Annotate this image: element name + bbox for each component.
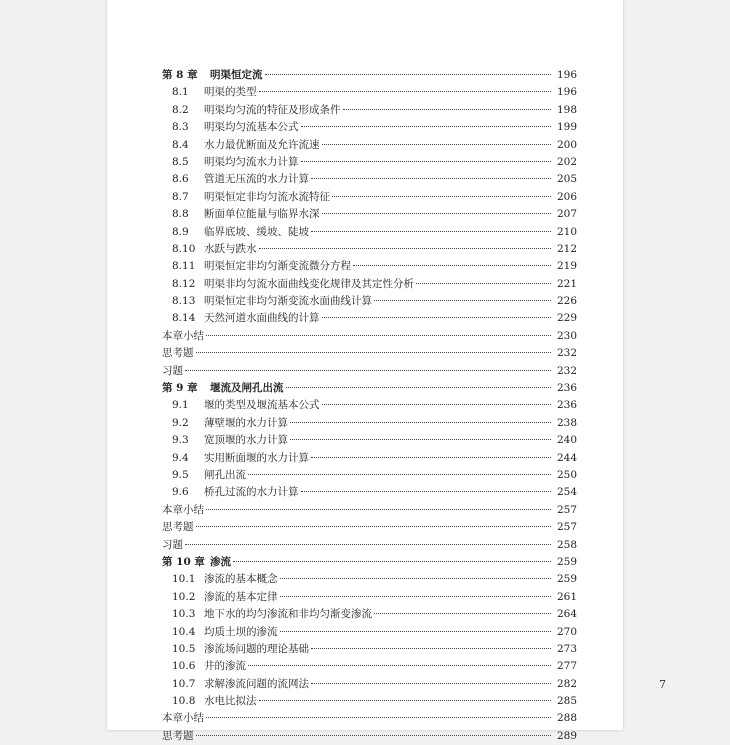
dot-leader	[286, 386, 552, 388]
toc-entry-page: 219	[556, 260, 577, 273]
toc-entry-title: 明渠均匀流的特征及形成条件	[204, 103, 341, 116]
toc-entry-title: 思考题	[162, 729, 194, 742]
toc-entry-title: 思考题	[162, 521, 194, 534]
dot-leader	[290, 438, 551, 440]
toc-entry-title: 明渠恒定流	[210, 69, 263, 81]
toc-entry-number: 10.5	[172, 642, 196, 655]
toc-entry-number: 9.2	[172, 416, 189, 429]
toc-entry-page: 250	[556, 468, 577, 481]
toc-entry-number: 9.1	[172, 399, 189, 412]
toc-section-entry	[162, 293, 577, 310]
table-of-contents	[162, 67, 577, 745]
toc-section-entry	[162, 102, 577, 119]
toc-section-entry	[162, 624, 577, 641]
dot-leader	[374, 299, 551, 301]
dot-leader	[248, 664, 551, 666]
toc-entry-page: 198	[556, 103, 577, 116]
toc-entry-page: 240	[556, 434, 577, 447]
toc-entry-number: 第 8 章	[162, 69, 198, 81]
toc-entry-page: 196	[556, 86, 577, 99]
toc-section-entry	[162, 658, 577, 675]
toc-entry-number: 8.12	[172, 277, 196, 290]
toc-entry-title: 思考题	[162, 347, 194, 360]
toc-entry-page: 232	[556, 364, 577, 377]
toc-chapter-entry	[162, 380, 577, 397]
toc-entry-title: 天然河道水面曲线的计算	[204, 312, 320, 325]
toc-misc-entry	[162, 728, 577, 745]
toc-entry-page: 238	[556, 416, 577, 429]
toc-entry-title: 渗流场问题的理论基础	[204, 642, 309, 655]
toc-entry-title: 明渠恒定非均匀渐变流微分方程	[204, 260, 351, 273]
toc-section-entry	[162, 589, 577, 606]
toc-entry-title: 明渠的类型	[204, 86, 257, 99]
toc-entry-page: 212	[556, 242, 577, 255]
dot-leader	[206, 716, 551, 718]
dot-leader	[196, 734, 552, 736]
toc-entry-title: 薄壁堰的水力计算	[204, 416, 288, 429]
toc-entry-number: 10.3	[172, 608, 196, 621]
toc-misc-entry	[162, 345, 577, 362]
toc-entry-title: 渗流	[210, 555, 231, 568]
toc-entry-number: 8.7	[172, 190, 189, 203]
toc-entry-page: 289	[556, 729, 577, 742]
toc-entry-number: 9.6	[172, 486, 189, 499]
toc-entry-title: 实用断面堰的水力计算	[204, 451, 309, 464]
dot-leader	[259, 699, 552, 701]
toc-entry-title: 明渠恒定非均匀渐变流水面曲线计算	[204, 295, 372, 308]
dot-leader	[322, 316, 552, 318]
toc-entry-title: 本章小结	[162, 503, 204, 516]
dot-leader	[322, 403, 552, 405]
toc-misc-entry	[162, 537, 577, 554]
toc-section-entry	[162, 450, 577, 467]
toc-entry-title: 明渠均匀流基本公式	[204, 121, 299, 134]
dot-leader	[322, 143, 552, 145]
toc-entry-number: 9.3	[172, 434, 189, 447]
toc-misc-entry	[162, 363, 577, 380]
toc-entry-page: 261	[556, 590, 577, 603]
toc-entry-page: 254	[556, 486, 577, 499]
toc-section-entry	[162, 571, 577, 588]
toc-entry-title: 井的渗流	[204, 660, 246, 673]
dot-leader	[416, 282, 551, 284]
toc-section-entry	[162, 241, 577, 258]
toc-chapter-entry	[162, 67, 577, 84]
toc-entry-page: 259	[556, 555, 577, 568]
toc-entry-title: 宽顶堰的水力计算	[204, 434, 288, 447]
toc-entry-page: 257	[556, 521, 577, 534]
toc-entry-title: 堰流及闸孔出流	[210, 382, 284, 395]
toc-entry-number: 10.4	[172, 625, 196, 638]
toc-section-entry	[162, 467, 577, 484]
toc-entry-page: 282	[556, 677, 577, 690]
toc-section-entry	[162, 397, 577, 414]
dot-leader	[248, 473, 551, 475]
toc-entry-page: 257	[556, 503, 577, 516]
toc-entry-page: 259	[556, 573, 577, 586]
toc-entry-page: 199	[556, 121, 577, 134]
toc-entry-number: 8.13	[172, 295, 196, 308]
dot-leader	[280, 577, 552, 579]
toc-entry-number: 8.10	[172, 242, 196, 255]
dot-leader	[311, 230, 551, 232]
dot-leader	[374, 612, 551, 614]
dot-leader	[301, 125, 552, 127]
dot-leader	[265, 73, 552, 75]
toc-entry-number: 8.6	[172, 173, 189, 186]
toc-entry-page: 258	[556, 538, 577, 551]
toc-entry-title: 断面单位能量与临界水深	[204, 208, 320, 221]
dot-leader	[301, 160, 552, 162]
toc-entry-title: 临界底坡、缓坡、陡坡	[204, 225, 309, 238]
toc-entry-title: 堰的类型及堰流基本公式	[204, 399, 320, 412]
toc-section-entry	[162, 119, 577, 136]
dot-leader	[196, 351, 552, 353]
toc-misc-entry	[162, 502, 577, 519]
dot-leader	[322, 212, 552, 214]
toc-entry-page: 232	[556, 347, 577, 360]
dot-leader	[206, 334, 551, 336]
toc-entry-title: 水力最优断面及允许流速	[204, 138, 320, 151]
toc-entry-number: 8.4	[172, 138, 189, 151]
toc-misc-entry	[162, 519, 577, 536]
toc-entry-page: 221	[556, 277, 577, 290]
toc-section-entry	[162, 258, 577, 275]
dot-leader	[280, 595, 552, 597]
toc-section-entry	[162, 137, 577, 154]
toc-entry-title: 闸孔出流	[204, 468, 246, 481]
toc-section-entry	[162, 641, 577, 658]
toc-entry-title: 水跃与跌水	[204, 242, 257, 255]
toc-entry-number: 10.6	[172, 660, 196, 673]
toc-entry-page: 285	[556, 695, 577, 708]
toc-section-entry	[162, 224, 577, 241]
toc-entry-number: 8.5	[172, 155, 189, 168]
toc-section-entry	[162, 276, 577, 293]
toc-section-entry	[162, 693, 577, 710]
dot-leader	[206, 508, 551, 510]
toc-entry-page: 196	[556, 69, 577, 81]
toc-entry-number: 9.4	[172, 451, 189, 464]
toc-entry-number: 9.5	[172, 468, 189, 481]
toc-entry-number: 8.8	[172, 208, 189, 221]
toc-entry-page: 206	[556, 190, 577, 203]
toc-entry-title: 渗流的基本定律	[204, 590, 278, 603]
toc-entry-page: 277	[556, 660, 577, 673]
toc-entry-number: 第 9 章	[162, 382, 198, 395]
toc-section-entry	[162, 606, 577, 623]
toc-section-entry	[162, 310, 577, 327]
toc-entry-page: 230	[556, 329, 577, 342]
toc-entry-title: 本章小结	[162, 329, 204, 342]
toc-section-entry	[162, 484, 577, 501]
toc-section-entry	[162, 171, 577, 188]
dot-leader	[332, 195, 551, 197]
dot-leader	[311, 682, 551, 684]
toc-misc-entry	[162, 710, 577, 727]
toc-entry-page: 264	[556, 608, 577, 621]
dot-leader	[259, 247, 552, 249]
toc-entry-number: 8.3	[172, 121, 189, 134]
toc-entry-number: 8.14	[172, 312, 196, 325]
dot-leader	[185, 369, 551, 371]
toc-entry-page: 200	[556, 138, 577, 151]
toc-entry-page: 205	[556, 173, 577, 186]
dot-leader	[280, 630, 552, 632]
dot-leader	[185, 543, 551, 545]
toc-section-entry	[162, 84, 577, 101]
dot-leader	[301, 490, 552, 492]
toc-entry-title: 明渠非均匀流水面曲线变化规律及其定性分析	[204, 277, 414, 290]
toc-entry-number: 10.2	[172, 590, 196, 603]
dot-leader	[290, 421, 551, 423]
toc-entry-number: 8.11	[172, 260, 196, 273]
toc-entry-page: 210	[556, 225, 577, 238]
toc-section-entry	[162, 676, 577, 693]
dot-leader	[311, 456, 551, 458]
page-number: 7	[659, 678, 666, 691]
toc-entry-number: 8.2	[172, 103, 189, 116]
toc-entry-title: 明渠均匀流水力计算	[204, 155, 299, 168]
toc-entry-page: 288	[556, 712, 577, 725]
dot-leader	[353, 264, 551, 266]
dot-leader	[259, 90, 552, 92]
toc-entry-number: 10.1	[172, 573, 196, 586]
toc-entry-page: 236	[556, 399, 577, 412]
toc-entry-title: 习题	[162, 364, 183, 377]
toc-section-entry	[162, 206, 577, 223]
toc-section-entry	[162, 189, 577, 206]
toc-entry-page: 226	[556, 295, 577, 308]
dot-leader	[233, 560, 551, 562]
toc-entry-title: 地下水的均匀渗流和非均匀渐变渗流	[204, 608, 372, 621]
toc-entry-number: 8.9	[172, 225, 189, 238]
toc-section-entry	[162, 432, 577, 449]
toc-entry-number: 8.1	[172, 86, 189, 99]
dot-leader	[311, 177, 551, 179]
toc-section-entry	[162, 415, 577, 432]
toc-entry-page: 244	[556, 451, 577, 464]
toc-entry-title: 均质土坝的渗流	[204, 625, 278, 638]
toc-entry-title: 本章小结	[162, 712, 204, 725]
dot-leader	[196, 525, 552, 527]
toc-entry-title: 渗流的基本概念	[204, 573, 278, 586]
document-page	[107, 0, 666, 742]
dot-leader	[343, 108, 552, 110]
toc-entry-page: 207	[556, 208, 577, 221]
toc-entry-page: 229	[556, 312, 577, 325]
toc-entry-number: 10.7	[172, 677, 196, 690]
toc-entry-title: 明渠恒定非均匀流水流特征	[204, 190, 330, 203]
toc-entry-title: 习题	[162, 538, 183, 551]
toc-entry-number: 10.8	[172, 695, 196, 708]
toc-entry-page: 202	[556, 155, 577, 168]
toc-entry-page: 270	[556, 625, 577, 638]
dot-leader	[311, 647, 551, 649]
toc-entry-title: 桥孔过流的水力计算	[204, 486, 299, 499]
toc-entry-page: 236	[556, 382, 577, 395]
toc-chapter-entry	[162, 554, 577, 571]
toc-misc-entry	[162, 328, 577, 345]
toc-entry-number: 第 10 章	[162, 555, 205, 568]
toc-entry-title: 求解渗流问题的流网法	[204, 677, 309, 690]
toc-section-entry	[162, 154, 577, 171]
toc-entry-title: 水电比拟法	[204, 695, 257, 708]
toc-entry-title: 管道无压流的水力计算	[204, 173, 309, 186]
toc-entry-page: 273	[556, 642, 577, 655]
